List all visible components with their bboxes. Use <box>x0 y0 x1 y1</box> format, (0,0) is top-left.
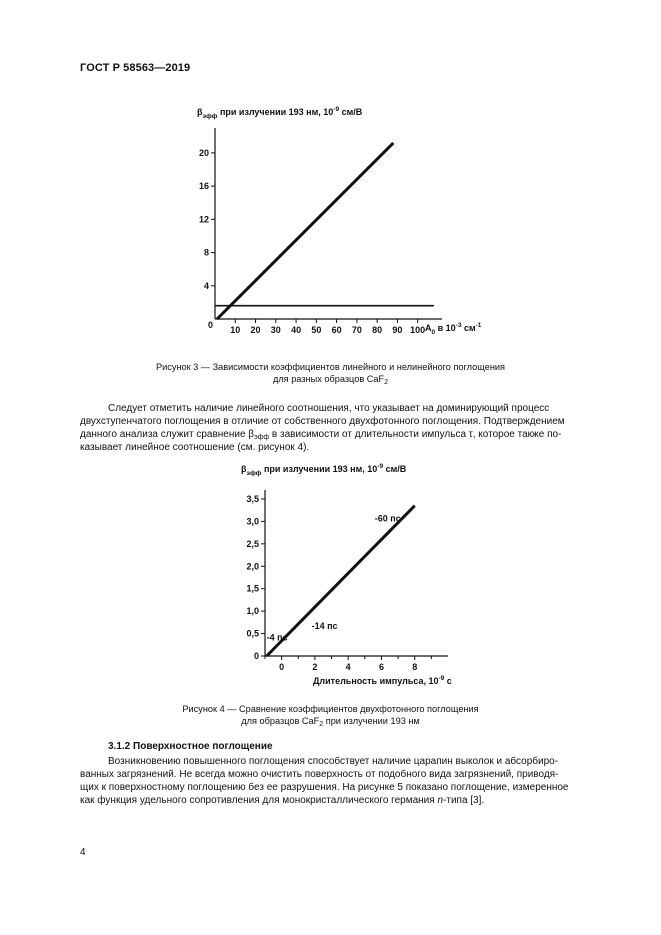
fig4-y-tick-label: 0,5 <box>246 628 259 639</box>
fig4-y-tick-label: 1,5 <box>246 583 259 594</box>
fig3-origin-label: 0 <box>208 320 214 330</box>
fig3-x-tick-label: 40 <box>291 325 302 335</box>
fig3-x-tick-label: 20 <box>250 325 261 335</box>
document-header: ГОСТ Р 58563—2019 <box>80 62 191 74</box>
paragraph-1-line-2: двухступенчатого поглощения в отличие от собственного двухфотонного поглощения. Подтверждением <box>80 416 565 427</box>
fig3-y-tick-label: 4 <box>203 280 209 291</box>
paragraph-2-line-2: ванных загрязнений. Не всегда можно очистить поверхность от подобного вида загрязнений, приводя- <box>80 769 559 780</box>
fig3-x-tick-label: 80 <box>372 325 383 335</box>
fig4-y-axis-label: $\beta_{эфф}$ при излучении 193 нм, $10^{-9}$ см/В <box>241 463 407 477</box>
fig4-y-tick-label: 2,0 <box>246 561 259 572</box>
fig3-x-tick-label: 70 <box>351 325 362 335</box>
page-number: 4 <box>80 847 86 858</box>
fig3-y-tick-label: 16 <box>198 181 209 192</box>
fig4-x-tick-label: 2 <box>312 662 318 672</box>
fig4-x-tick-label: 0 <box>279 662 285 672</box>
fig4-y-tick-label: 3,5 <box>246 493 259 504</box>
fig3-x-tick-label: 100 <box>410 325 426 335</box>
fig3-y-tick-label: 8 <box>203 247 209 258</box>
fig4-annotation: -60 пс <box>374 513 401 524</box>
fig4-x-tick-label: 4 <box>345 662 351 672</box>
fig4-x-tick-label: 8 <box>412 662 418 672</box>
fig4-annotation: -14 пс <box>311 621 338 632</box>
paragraph-2-line-3: щих к поверхностному поглощению без ее разрушения. На рисунке 5 показано поглощение, измеренное <box>80 782 569 793</box>
fig3-x-tick-label: 60 <box>331 325 342 335</box>
fig4-x-axis-label: Длительность импульса, $10^{-9}$ с <box>313 675 452 686</box>
paragraph-1-line-3: данного анализа служит сравнение $\beta_{эфф}$ в зависимости от длительности импульса τ, которое также по- <box>80 429 562 441</box>
fig4-annotation: -4 пс <box>266 632 288 643</box>
paragraph-2-line-1: Возникновению повышенного поглощения способствует наличие царапин выколок и абсорбиро- <box>108 756 559 767</box>
section-heading: 3.1.2 Поверхностное поглощение <box>108 741 273 752</box>
fig4-y-tick-label: 3,0 <box>246 516 259 527</box>
fig3-y-axis-label: $\beta_{эфф}$ при излучении 193 нм, $10^{-9}$ см/В <box>197 106 363 120</box>
fig3-x-tick-label: 30 <box>270 325 281 335</box>
fig3-y-tick-label: 20 <box>198 147 209 158</box>
paragraph-2-line-4: как функция удельного сопротивления для монокристаллического германия n-типа [3]. <box>80 795 485 806</box>
paragraph-1-line-1: Следует отметить наличие линейного соотношения, что указывает на доминирующий процесс <box>108 403 550 414</box>
figure-4-caption-line-2: для образцов CaF$_2$ при излучении 193 нм <box>241 716 420 728</box>
fig3-x-tick-label: 50 <box>311 325 322 335</box>
figure-3-caption-line-2: для разных образцов CaF$_2$ <box>272 374 389 386</box>
fig4-y-tick-label: 1,0 <box>246 606 259 617</box>
figure-4-caption-line-1: Рисунок 4 — Сравнение коэффициентов двухфотонного поглощения <box>182 704 479 714</box>
figure-3-caption-line-1: Рисунок 3 — Зависимости коэффициентов линейного и нелинейного поглощения <box>155 362 506 372</box>
paragraph-2 <box>80 755 585 807</box>
fig4-x-tick-label: 6 <box>378 662 384 672</box>
fig3-x-axis-label: $A_0$ в $10^{-3}$ $см^{-1}$ <box>425 322 482 336</box>
fig3-y-tick-label: 12 <box>198 214 209 225</box>
fig3-x-tick-label: 10 <box>230 325 241 335</box>
fig3-x-tick-label: 90 <box>392 325 403 335</box>
paragraph-1-line-4: казывает линейное соотношение (см. рисунок 4). <box>80 442 310 453</box>
fig4-series-two-photon <box>267 506 415 656</box>
fig4-y-tick-label: 0 <box>253 651 259 661</box>
fig4-y-tick-label: 2,5 <box>246 538 259 549</box>
figure-4-caption <box>0 703 661 727</box>
